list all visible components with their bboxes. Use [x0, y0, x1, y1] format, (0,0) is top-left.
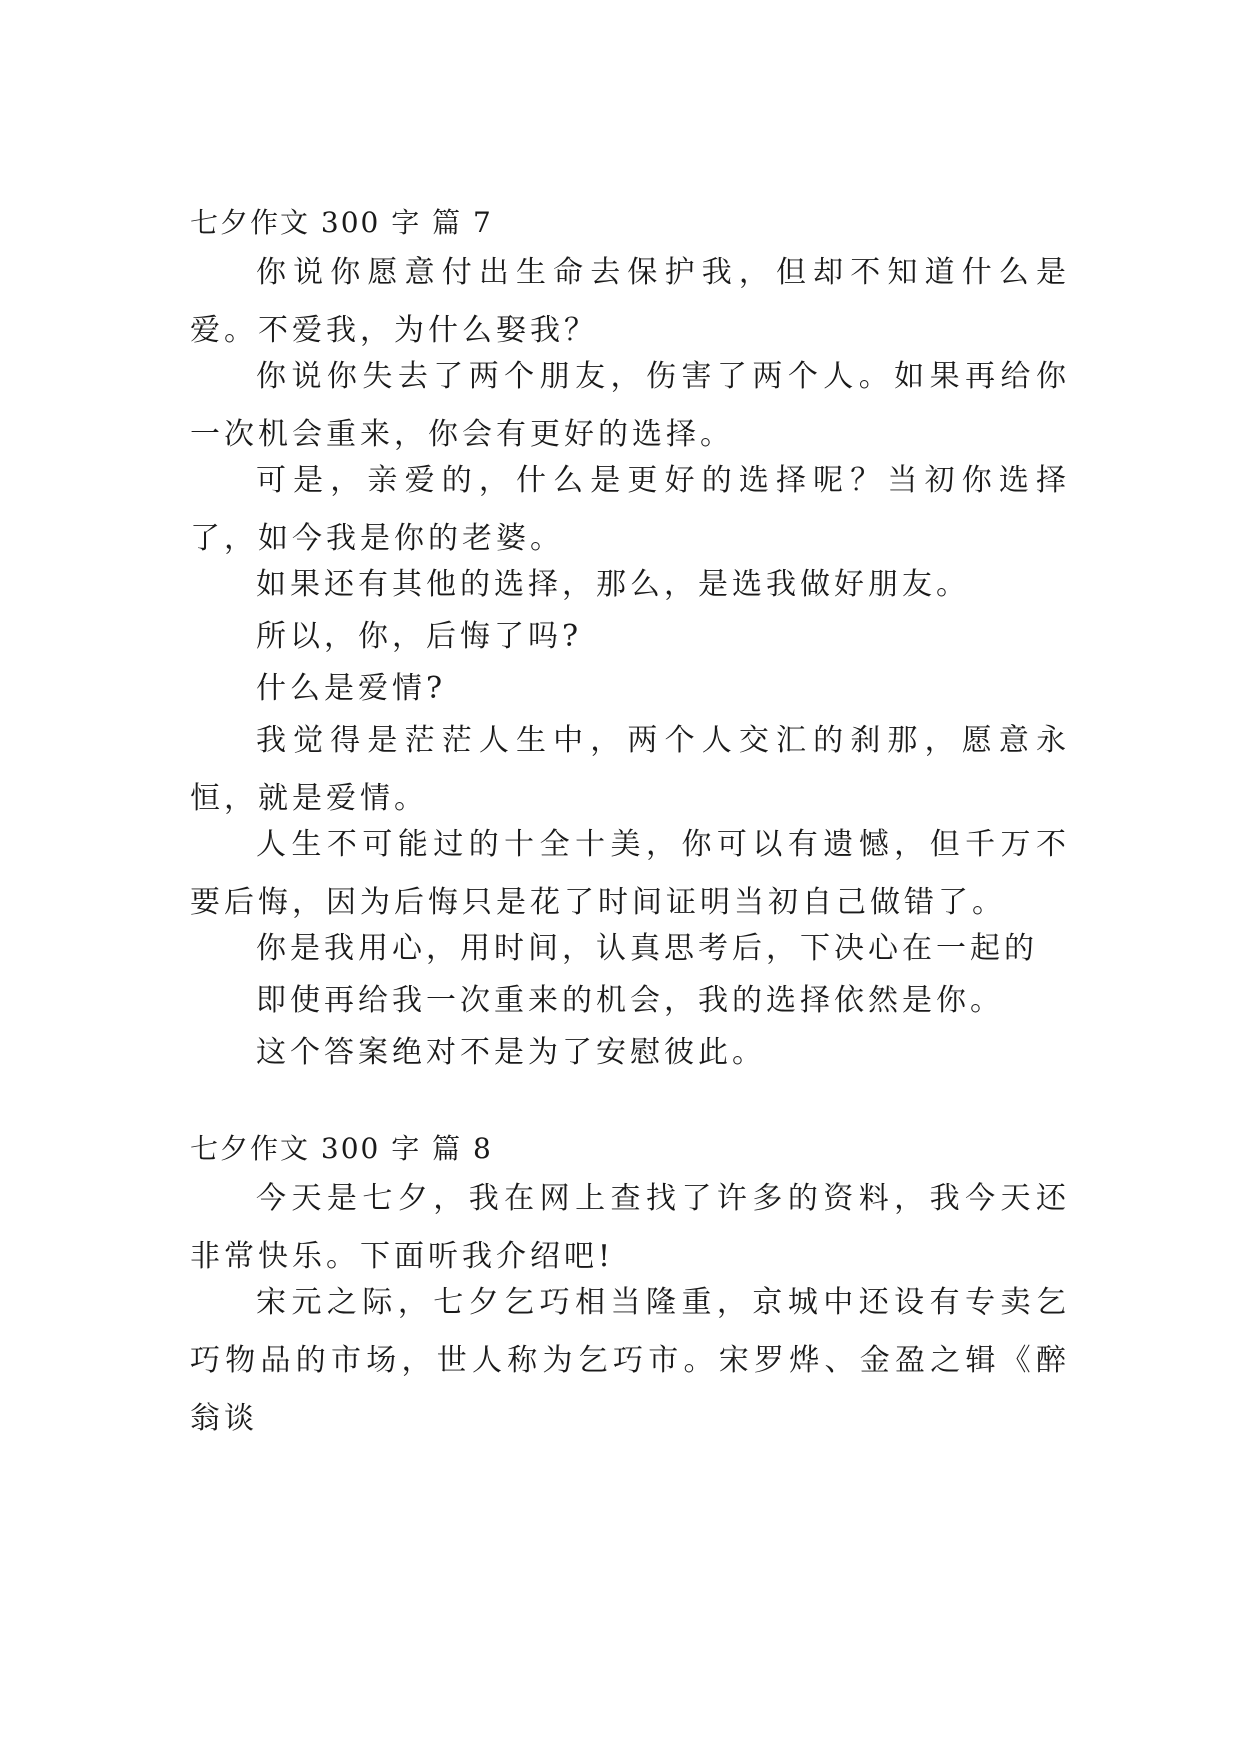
paragraph: 如果还有其他的选择，那么，是选我做好朋友。: [256, 567, 970, 602]
paragraph: 今天是七夕，我在网上查找了许多的资料，我今天还非常快乐。下面听我介绍吧!: [190, 1181, 1070, 1274]
paragraph: 宋元之际，七夕乞巧相当隆重，京城中还设有专卖乞巧物品的市场，世人称为乞巧市。宋罗烨、金盈之辑《醉翁谈: [190, 1285, 1070, 1436]
paragraph: 所以，你，后悔了吗?: [256, 619, 583, 654]
paragraph: 什么是爱情?: [256, 671, 447, 706]
paragraph: 这个答案绝对不是为了安慰彼此。: [256, 1035, 766, 1070]
paragraph: 你说你失去了两个朋友，伤害了两个人。如果再给你一次机会重来，你会有更好的选择。: [190, 359, 1070, 452]
paragraph: 你说你愿意付出生命去保护我，但却不知道什么是爱。不爱我，为什么娶我？: [190, 255, 1070, 348]
section-heading: 七夕作文 300 字 篇 7: [190, 206, 493, 239]
paragraph: 可是，亲爱的，什么是更好的选择呢？当初你选择了，如今我是你的老婆。: [190, 463, 1070, 556]
section-heading: 七夕作文 300 字 篇 8: [190, 1132, 493, 1165]
paragraph: 即使再给我一次重来的机会，我的选择依然是你。: [256, 983, 1004, 1018]
paragraph: 人生不可能过的十全十美，你可以有遗憾，但千万不要后悔，因为后悔只是花了时间证明当初自己做错了。: [190, 827, 1070, 920]
paragraph: 你是我用心，用时间，认真思考后，下决心在一起的: [256, 931, 1038, 966]
paragraph: 我觉得是茫茫人生中，两个人交汇的刹那，愿意永恒，就是爱情。: [190, 723, 1070, 816]
